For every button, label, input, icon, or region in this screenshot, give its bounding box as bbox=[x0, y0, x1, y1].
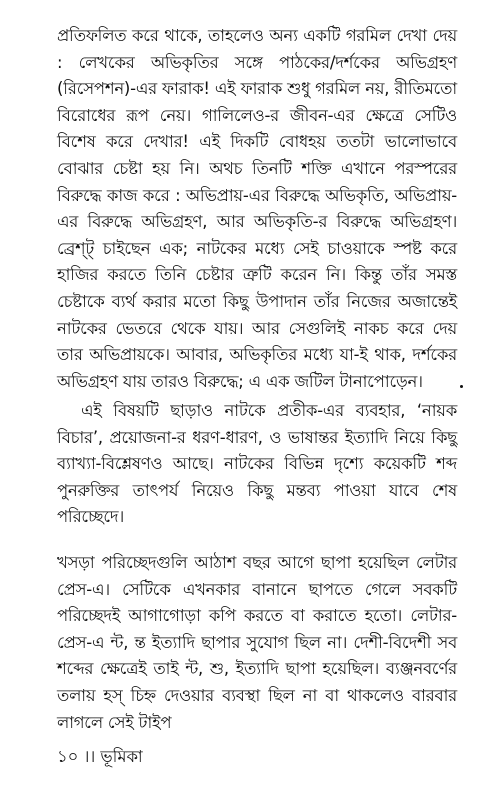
page-footer: ১০ ।। ভূমিকা bbox=[57, 747, 143, 766]
paragraph-3: খসড়া পরিচ্ছেদগুলি আঠাশ বছর আগে ছাপা হয়েছিল লেটার প্রেস-এ। সেটিকে এখনকার বানানে ছাপতে গেলে সবকটি পরিচ্ছেদই আগাগোড়া কপি করতে বা করাতে হতো। লেটার-প্রেস-এ ন্ট, ন্ত ইত্যাদি ছাপার সুযোগ ছিল না। দেশী-বিদেশী সব শব্দের ক্ষেত্রেই তাই ন্ট, শু, ইত্যাদি ছাপা হয়েছিল। ব্যঞ্জনবর্ণের তলায় হস্ চিহ্ন দেওয়ার ব্যবস্থা ছিল না বা থাকলেও বারবার লাগলে সেই টাইপ bbox=[57, 553, 457, 732]
paragraph-2: এই বিষয়টি ছাড়াও নাটকে প্রতীক-এর ব্যবহার, ‘নায়ক বিচার’, প্রয়োজনা-র ধরণ-ধারণ, ও ভাষান্তর ইত্যাদি নিয়ে কিছু ব্যাখ্যা-বিশ্লেষণও আছে। নাটকের বিভিন্ন দৃশ্যে কয়েকটি শব্দ পুনরুক্তির তাৎপর্য নিয়েও কিছু মন্তব্য পাওয়া যাবে শেষ পরিচ্ছেদে। bbox=[57, 401, 457, 527]
margin-mark bbox=[460, 385, 463, 388]
paragraph-1: প্রতিফলিত করে থাকে, তাহলেও অন্য একটি গরমিল দেখা দেয় : লেখকের অভিকৃতির সঙ্গে পাঠকের/দর্শকের অভিগ্রহণ (রিসেপশন)-এর ফারাক! এই ফারাক শুধু গরমিল নয়, রীতিমতো বিরোধের রূপ নেয়। গালিলেও-র জীবন-এর ক্ষেত্রে সেটিও বিশেষ করে দেখার! এই দিকটি বোধহয় ততটা ভালোভাবে বোঝার চেষ্টা হয় নি। অথচ তিনটি শক্তি এখানে পরস্পরের বিরুদ্ধে কাজ করে : অভিপ্রায়-এর বিরুদ্ধে অভিকৃতি, অভিপ্রায়-এর বিরুদ্ধে অভিগ্রহণ, আর অভিকৃতি-র বিরুদ্ধে অভিগ্রহণ। ব্রেশ্ট্ চাইছেন এক; নাটকের মধ্যে সেই চাওয়াকে স্পষ্ট করে হাজির করতে তিনি চেষ্টার ত্রুটি করেন নি। কিন্তু তাঁর সমস্ত চেষ্টাকে ব্যর্থ করার মতো কিছু উপাদান তাঁর নিজের অজান্তেই নাটকের ভেতরে থেকে যায়। আর সেগুলিই নাকচ করে দেয় তার অভিপ্রায়কে। আবার, অভিকৃতির মধ্যে যা-ই থাক, দর্শকের অভিগ্রহণ যায় তারও বিরুদ্ধে; এ এক জটিল টানাপোড়েন। bbox=[57, 26, 457, 391]
